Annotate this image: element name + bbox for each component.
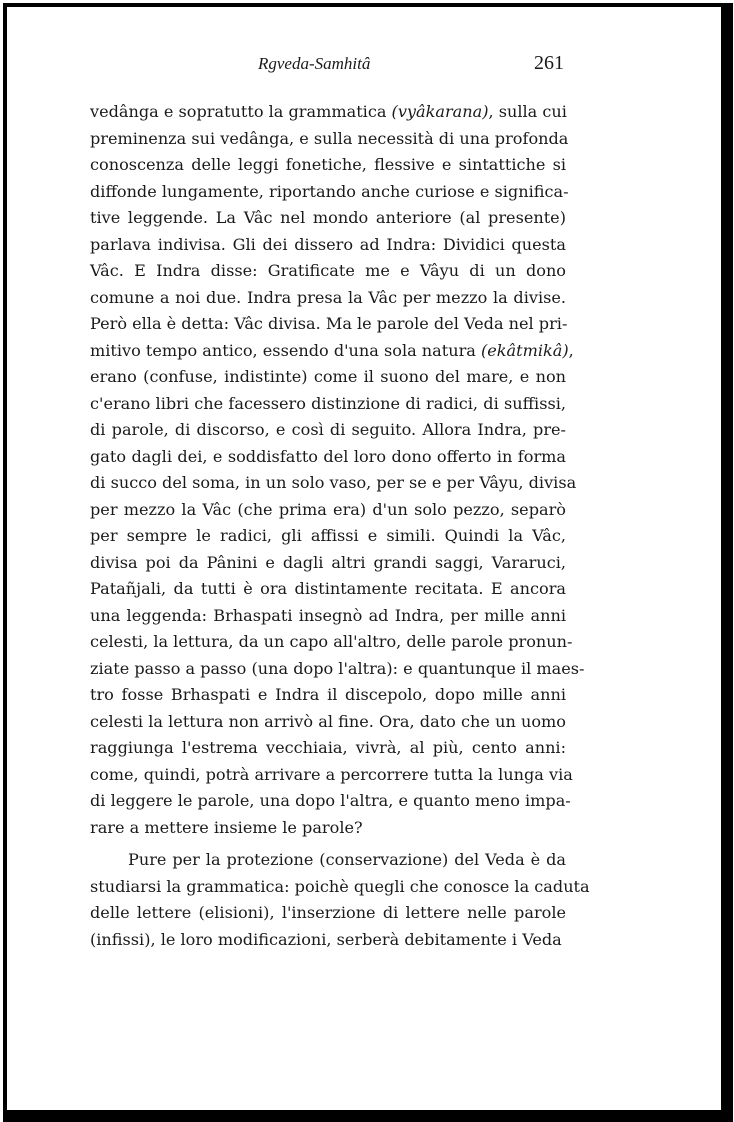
text-line: divisa poi da Pânini e dagli altri grandi saggi, Vararuci, [90,552,566,572]
paragraph-1 [90,99,585,841]
text-line: Vâc. E Indra disse: Gratificate me e Vâyu di un dono [90,261,566,280]
text-line: per mezzo la Vâc (che prima era) d'un solo pezzo, separò [90,499,566,519]
paragraph-2 [90,847,590,953]
page-header [90,52,566,82]
text-line: di leggere le parole, una dopo l'altra, e quanto meno impa- [90,791,571,810]
page-number: 261 [534,52,564,74]
text-line: per sempre le radici, gli affissi e simili. Quindi la Vâc, [90,526,566,545]
text-line: delle lettere (elisioni), l'inserzione di lettere nelle parole [90,903,566,922]
text-line: rare a mettere insieme le parole? [90,817,363,837]
body-text [90,99,590,953]
text-line: c'erano libri che facessero distinzione di radici, di suffissi, [90,393,566,413]
text-line: come, quindi, potrà arrivare a percorrere tutta la lunga via [90,764,573,784]
text-line: comune a noi due. Indra presa la Vâc per mezzo la divise. [90,287,566,307]
text-line: vedânga e sopratutto la grammatica (vyâkarana), sulla cui [90,102,567,121]
text-line: una leggenda: Brhaspati insegnò ad Indra, per mille anni [90,605,566,625]
running-title: Rgveda-Samhitâ [258,54,371,73]
text-line: di parole, di discorso, e così di seguito. Allora Indra, pre- [90,420,566,439]
text-line: (infissi), le loro modificazioni, serberà debitamente i Veda [90,929,562,949]
text-line: gato dagli dei, e soddisfatto del loro dono offerto in forma [90,446,566,466]
text-line: celesti, la lettura, da un capo all'altro, delle parole pronun- [90,632,573,651]
text-line: Però ella è detta: Vâc divisa. Ma le parole del Veda nel pri- [90,314,568,333]
text-line: tro fosse Brhaspati e Indra il discepolo, dopo mille anni [90,685,566,704]
text-line: ziate passo a passo (una dopo l'altra): e quantunque il maes- [90,658,585,678]
text-line: Patañjali, da tutti è ora distintamente recitata. E ancora [90,579,566,598]
text-line: mitivo tempo antico, essendo d'una sola natura (ekâtmikâ), [90,340,574,360]
text-line: raggiunga l'estrema vecchiaia, vivrà, al più, cento anni: [90,738,566,757]
text-line: celesti la lettura non arrivò al fine. Ora, dato che un uomo [90,711,566,731]
text-line: preminenza sui vedânga, e sulla necessità di una profonda [90,128,569,148]
text-line: studiarsi la grammatica: poichè quegli che conosce la caduta [90,876,590,896]
text-line: parlava indivisa. Gli dei dissero ad Indra: Dividici questa [90,234,566,254]
text-line: tive leggende. La Vâc nel mondo anteriore (al presente) [90,208,566,227]
text-line: diffonde lungamente, riportando anche curiose e significa- [90,181,569,201]
text-line: di succo del soma, in un solo vaso, per se e per Vâyu, divisa [90,473,577,492]
text-line: conoscenza delle leggi fonetiche, flessive e sintattiche si [90,155,566,174]
text-line: erano (confuse, indistinte) come il suono del mare, e non [90,367,566,386]
text-line: Pure per la protezione (conservazione) del Veda è da [128,850,566,869]
